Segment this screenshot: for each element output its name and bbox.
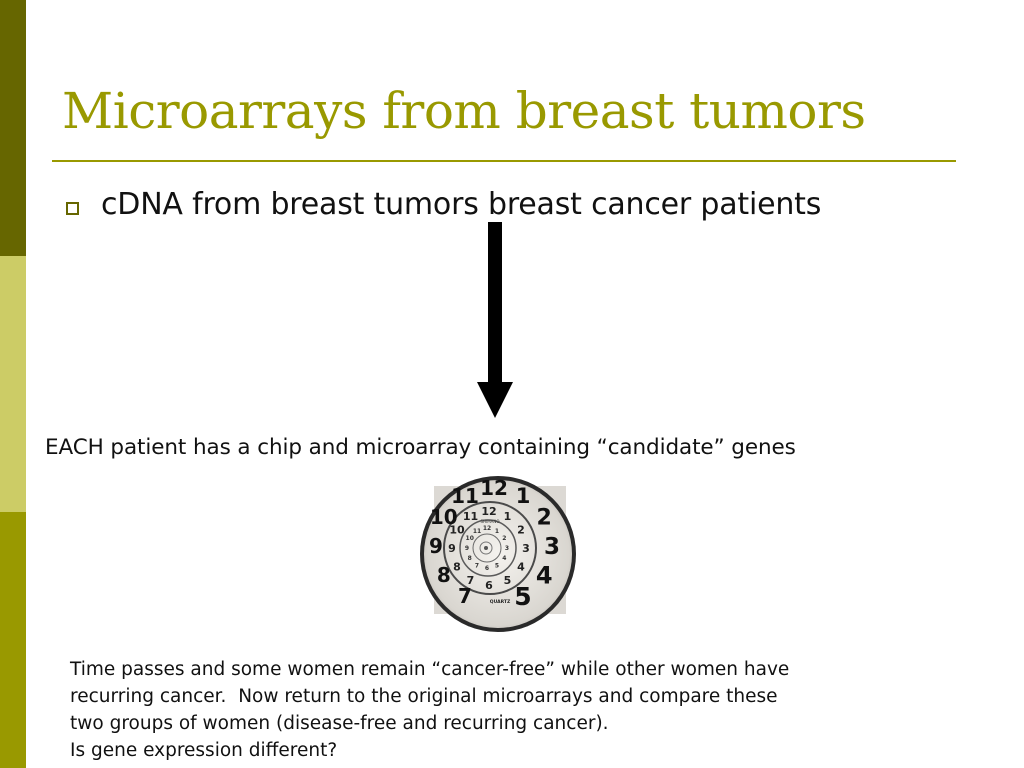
caption-line: Time passes and some women remain “cancer-free” while other women have — [70, 659, 790, 680]
clock-numeral: 9 — [448, 541, 456, 555]
clock-numeral: 5 — [494, 562, 500, 570]
clock-numeral: 10 — [429, 505, 458, 529]
bullet-text: cDNA from breast tumors breast cancer patients — [101, 187, 822, 222]
clock-numeral: 2 — [517, 523, 525, 537]
clock-numeral: 3 — [504, 545, 510, 553]
clock-brand-top: SHIMANO — [480, 519, 500, 524]
caption-line: Is gene expression different? — [70, 740, 338, 761]
clock-numeral: 4 — [517, 560, 525, 574]
clock-numeral: 5 — [514, 582, 532, 611]
sidebar-top-band — [0, 0, 26, 256]
clock-numeral: 7 — [474, 562, 480, 570]
caption-line: two groups of women (disease-free and recurring cancer). — [70, 713, 609, 734]
clock-numeral: 4 — [535, 561, 553, 590]
clock-numeral: 7 — [466, 573, 475, 587]
clock-numeral: 9 — [429, 534, 443, 558]
clock-numeral: 7 — [458, 584, 472, 609]
down-arrow-icon — [477, 222, 513, 418]
clock-numeral: 3 — [522, 541, 530, 555]
clock-numeral: 1 — [494, 527, 500, 535]
hollow-square-bullet-icon — [66, 202, 79, 215]
clock-brand-bottom: QUARTZ — [489, 600, 511, 605]
caption-line: recurring cancer. Now return to the original microarrays and compare these — [70, 686, 778, 707]
clock-numeral: 8 — [436, 563, 451, 587]
clock-numeral: 12 — [481, 504, 497, 518]
clock-numeral: 12 — [480, 476, 508, 500]
clock-numeral: 8 — [453, 560, 461, 574]
title-underline — [52, 160, 956, 162]
patient-chip-statement: EACH patient has a chip and microarray containing “candidate” genes — [45, 435, 796, 460]
clock-numeral: 12 — [482, 525, 492, 533]
clock-numeral: 1 — [503, 509, 512, 523]
sidebar-middle-band — [0, 256, 26, 512]
clock-numeral: 11 — [451, 483, 479, 508]
clock-numeral: 1 — [515, 484, 531, 509]
spiral-clock-image — [429, 476, 566, 614]
clock-numeral: 3 — [543, 534, 561, 560]
clock-numeral: 9 — [464, 545, 470, 553]
caption-paragraph — [70, 656, 990, 764]
clock-numeral: 6 — [484, 565, 490, 573]
clock-numeral: 4 — [502, 555, 507, 563]
clock-numeral: 6 — [485, 578, 493, 592]
clock-numeral: 10 — [449, 523, 465, 537]
clock-numeral: 2 — [536, 505, 552, 531]
clock-numeral: 5 — [503, 573, 512, 587]
slide-title: Microarrays from breast tumors — [62, 82, 866, 140]
clock-numeral: 11 — [472, 527, 482, 535]
clock-numeral: 2 — [502, 535, 507, 543]
clock-numeral: 10 — [465, 535, 474, 543]
clock-numeral: 8 — [467, 555, 472, 563]
clock-numeral: 11 — [462, 509, 479, 523]
sidebar-bottom-band — [0, 512, 26, 768]
